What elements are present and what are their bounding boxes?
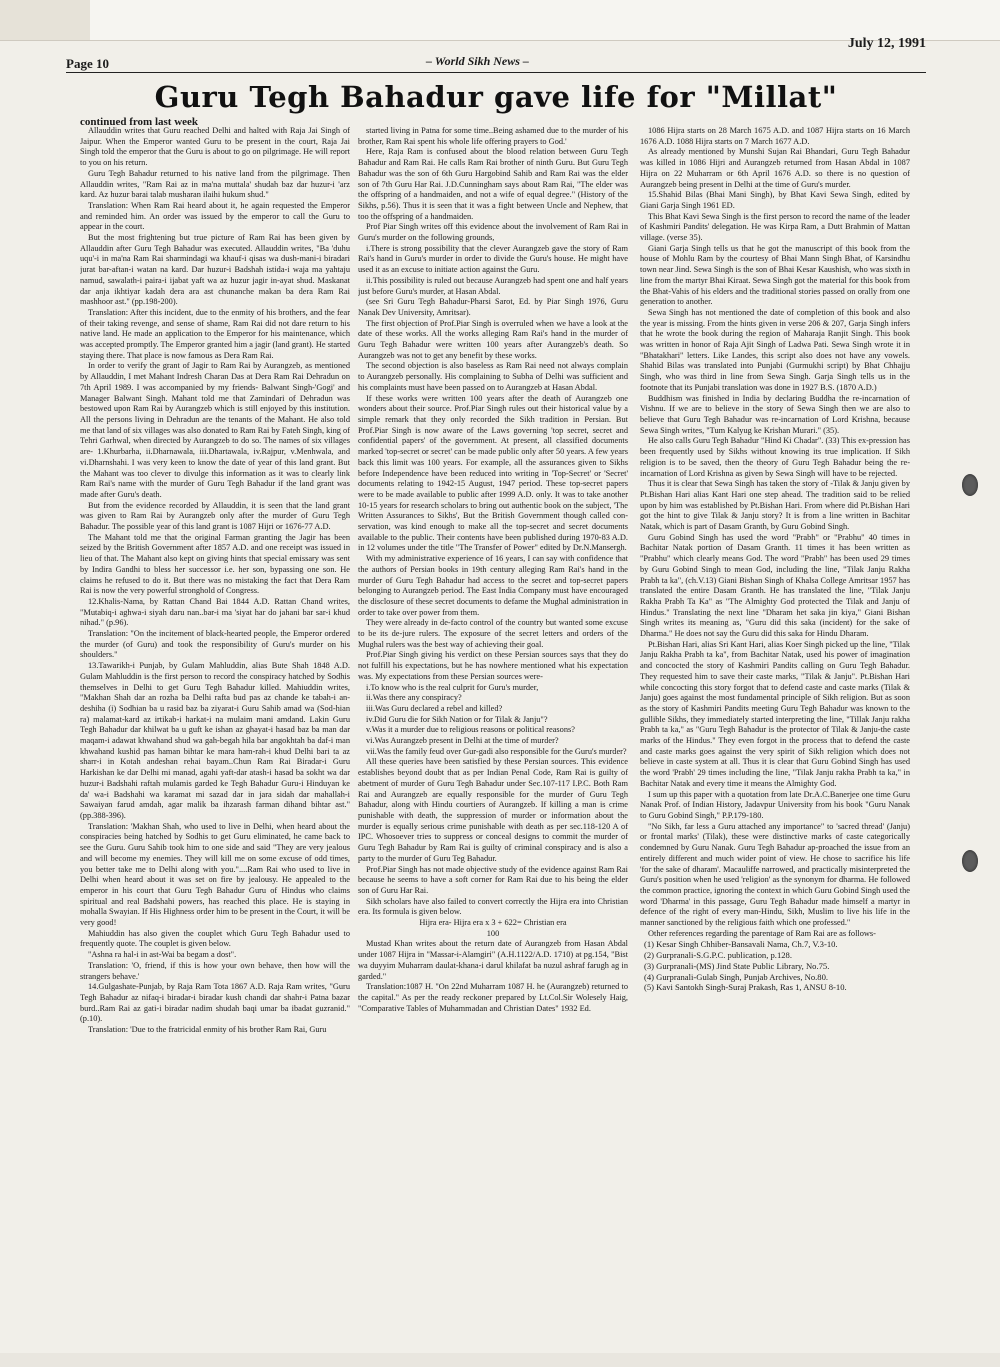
next-page-strip [0,1353,1000,1367]
paragraph: Other references regarding the parentage of Ram Rai are as follows- [648,928,876,938]
paragraph: 13.Tawarikh-i Punjab, by Gulam Mahluddin, alias Bute Shah 1848 A.D. Gulam Mahluddin is the first person to record the conspiracy hatched by Sodhis themselves in Delhi to get Guru Tegh Bahadur killed. Mahiuddin writes, "Makhan Shah dar an rozha ba Delhi rafta bud pas az chande ke tabah-i an-deshiha (i) Sodhian ba u rasid baz ba ziyarat-i Guru Sahib amad wa (Sod-hian ra) malamat-kard az irtikab-i harkat-i na mulaim mani amdand. Lakin Guru Tegh Bahadur dar khilwat ba u guft ke ishan az ghayat-i hasad baz ba man dar maqam-i adawat khwahand shud wa gah-begah hila bar angokhtah ba daf-i man khwahand kushid pas haman bihtar ke mara ham-rah-i khud Delhi bari ta az sharr-i in Kotah andeshan rehai bayam..Chun Ram Rai Biradar-i Guru Harkishan ke dar Delhi mi manad, agahi yaft-dar atash-i hasad ba sokht wa dar huzur-i Badshahi raftah mulamis garded ke Tegh Bahadur Guru-i Hinduyan ke da' wa-i Badshahi wa karamat mi sazad dar in jara sidah dar mahallah-i Sawaiyan farud amdah, agar malik ba ihzarash farman dihand bihtar ast." (pp.388-396). [80,661,350,820]
paragraph: All these queries have been satisfied by these Persian sources. This evidence establishes beyond doubt that as per Indian Penal Code, Ram Rai is guilty of abetment of murder of Guru Tegh Bahadur under Sec.107-117 I.P.C. Both Ram Rai and Aurangzeb are equally responsible for the murder of Guru Tegh Bahadur, along with Hindu courtiers of Aurangzeb. If killing a man is crime punishable with death, the suppression of murder or information about the murder is equally serious crime punishable with death as per sec.118-120 A of IPC. Whosoever tries to suppress or conceal designs to commit the murder of Guru Tegh Bahadur by Ram Rai is guilty of criminal conspiracy and is also a party to the murder of Guru Teg Bahadur. [358,757,628,863]
paragraph: Translation: "On the incitement of black-hearted people, the Emperor ordered the murder (of Guru) and took the responsibility of Guru's murder on his shoulders." [80,629,350,660]
paragraph: 12.Khalis-Nama, by Rattan Chand Bai 1844 A.D. Rattan Chand writes, "Mutabiq-i aghwa-i siyah daru nan..bar-i ma 'siyat har do jahani bar sar-i khud nihad." (p.96). [80,596,350,628]
paragraph: Translation: After this incident, due to the enmity of his brothers, and the fear of their taking revenge, and sense of shame, Ram Rai did not dare return to his native land. He made an application to the Emperor for his maintenance, which was accepted promptly. The Emperor granted him a jagir (land grant). He started staying there. That place is now famous as Dera Ram Rai. [80,307,350,360]
newspaper-name: – World Sikh News – [426,54,529,68]
paragraph: With my administrative experience of 16 years, I can say with confidence that the authors of Persian books in 19th century alleging Ram Rai's hand in the murder of Guru Tegh Bahadur had access to the secret and top-secret papers belonging to Aurangzeb period. The East India Company must have encouraged the disclosure of these secret documents to defame the Mughal administration in order to take over power from them. [358,554,628,617]
paragraph: ii.This possibility is ruled out because Aurangzeb had spent one and half years just before Guru's murder, at Hasan Abdal. [358,275,628,296]
paragraph: ii.Was there any conspiracy? [366,693,462,703]
paragraph: vii.Was the family feud over Gur-gadi also responsible for the Guru's murder? [366,746,627,756]
paragraph: 15.Shahid Bilas (Bhai Mani Singh), by Bhat Kavi Sewa Singh, edited by Giani Garja Singh 1961 ED. [640,190,910,210]
paragraph: Guru Gobind Singh has used the word "Prabh" or "Prabhu" 40 times in Bachitar Natak portion of Dasam Granth. 11 times it has been written as "Prabhu" which clearly means God. The word "Prabh" has been used 29 times by Guru Gobind Singh to mean God, including the line, "Tilak Janju Rakha Prabh ta ka", (ch.V.13) Giani Bishan Singh of Khalsa College Amritsar 1957 has translated the entire Dasam Granth. He has translated the line, "Tilak Janju Rakha Prabh Ta Ka" as "The Almighty God protected the Tilak and Janju of Hindus." Translating the next line "Dharam het saka jin kiya," Giani Bishan Singh writes its meaning as, "Guru did this saka (incident) for the sake of Dharma." He does not say the Guru did this saka for Hindu Dharam. [640,532,910,639]
issue-date: July 12, 1991 [847,36,926,51]
paragraph: Sewa Singh has not mentioned the date of completion of this book and also the year is missing. From the hints given in verse 206 & 207, Garja Singh infers that he wrote the book during the region of Maharaja Ranjit Singh. This book was written in honor of Raja Ajit Singh of Ladwa Pati. Sewa Singh wrote it in "Bhatakhari" letters. Like Landes, this script also does not have any vowels. Shahid Bilas was translated into Punjabi (Gurmukhi script) by Bhat Chhajju Singh, who was third in line from Sewa Singh. Garja Singh tells us in the footnote that its Punjabi translation was done in 1927 B.S. (1870 A.D.) [640,307,910,392]
paragraph: "Ashna ra hal-i in ast-Wai ba begam a dost". [88,950,237,960]
paragraph: started living in Patna for some time..Being ashamed due to the murder of his brother, Ram Rai spent his whole life offering prayers to God.' [358,126,628,146]
paragraph: The Mahant told me that the original Farman granting the Jagir has been seized by the British Government after 1857 A.D. and one receipt was issued in lieu of that. The Mahant also kept on giving hints that special emissary was sent by Indira Gandhi to bless her successor i.e. her son, bypassing one son. He claims he refused to do it. But there was no mistaking the fact that Dera Ram Rai is now the very powerful stronghold of Congress. [80,532,350,596]
paragraph: But from the evidence recorded by Allauddin, it is seen that the land grant was given to Ram Rai by Aurangzeb only after the murder of Guru Tegh Bahadur. The possible year of this land grant is 1087 Hijri or 1676-77 A.D. [80,500,350,532]
paragraph: Translation: When Ram Rai heard about it, he again requested the Emperor and reminded him. An order was issued by the emperor to call the Guru to appear in the court. [80,200,350,232]
paragraph: Guru Tegh Bahadur returned to his native land from the pilgrimage. Then Allauddin writes, "Ram Rai az in ma'na muttala' shudah baz dar huzur-i 'arz kard. Az huzur barai talab musharan ilaihi hukum shud." [80,168,350,200]
paragraph: Mahiuddin has also given the couplet which Guru Tegh Bahadur used to frequently quote. The couplet is given below. [80,928,350,949]
paragraph: vi.Was Aurangzeb present in Delhi at the time of murder? [366,736,559,746]
paragraph: Translation: 'Makhan Shah, who used to live in Delhi, when heard about the conspiracies being hatched by Sodhis to get Guru eliminated, he came back to see the Guru. Guru Sahib took him to one side and said "They are very jealous and will become my enemies. They will kill me on some excuse of odd times, you better take me to Delhi along with you."....Ram Rai who used to live in Delhi when heard about it was set on fire by jealousy. He appealed to the emperor in his court that Guru Tegh Bahadur Guru of Hindus who claims spiritual and real Badshahi powers, has reached this place. He is staying in mohalla Swayian. If His Highness order him to be present in the Court, it will be very good! [80,821,350,928]
paragraph: (5) Kavi Santokh Singh-Suraj Prakash, Ras 1, ANSU 8-10. [644,982,847,993]
column-2 [358,126,628,1346]
paragraph: This Bhat Kavi Sewa Singh is the first person to record the name of the leader of Kashmiri Pandits' delegation. He was Kirpa Ram, a Dutt Brahmin of Mattan village. (verse 35). [640,211,910,243]
paragraph: i.To know who is the real culprit for Guru's murder, [366,682,539,692]
article-headline: Guru Tegh Bahadur gave life for "Millat" [154,80,838,114]
paragraph: Prof Piar Singh writes off this evidence about the involvement of Ram Rai in Guru's murder on the following grounds, [358,222,628,243]
paragraph: (4) Gurpranali-Gulab Singh, Punjab Archives, No.80. [644,971,829,982]
binder-hole [962,474,978,496]
binder-hole [962,850,978,872]
paragraph: iv.Did Guru die for Sikh Nation or for Tilak & Janju"? [366,714,548,724]
paragraph: Translation:1087 H. "On 22nd Muharram 1087 H. he (Aurangzeb) returned to the capital." As per the ready reckoner prepared by Lt.Col.Sir Wolesely Haig, "Comparative Tables of Muhammadan and Christian Dates" 1932 Ed. [358,982,628,1013]
paragraph: The second objection is also baseless as Ram Rai need not always complain to Aurangzeb personally. His complaining to Subha of Delhi was sufficient and his complaints must have been passed on to Aurangzeb at Hasan Abdal. [358,361,628,392]
column-1 [80,126,350,1346]
paragraph: 1086 Hijra starts on 28 March 1675 A.D. and 1087 Hijra starts on 16 March 1676 A.D. 1088 Hijra starts on 7 March 1677 A.D. [640,126,910,146]
paragraph: Translation: 'Due to the fratricidal enmity of his brother Ram Rai, Guru [88,1025,327,1035]
paragraph: (2) Gurpranali-S.G.P.C. publication, p.128. [644,950,792,961]
paragraph: v.Was it a murder due to religious reasons or political reasons? [366,725,575,735]
paragraph: (3) Gurpranali-(MS) Jind State Public Library, No.75. [644,960,830,971]
page-number: Page 10 [66,56,109,71]
paragraph: (1) Kesar Singh Chhiber-Bansavali Nama, Ch.7, V.3-10. [644,939,838,950]
paragraph: Pt.Bishan Hari, alias Sri Kant Hari, alias Koer Singh picked up the line, "Tilak Janju Rakha Prabh ta ka", from Bachitar Natak, used his power of imagination and concocted the story of Kashmiri Pandits calling on Guru Tegh Bahadur. They requested him to save their caste marks, "Tilak & Janju". Pt.Bishan Hari while concocting this story forgot that to defend caste and caste marks (Tilak & Janju) goes against the most fundamental principle of Sikh religion. But as soon as the story of Kashmiri Pandits meeting Guru Tegh Bahadur was known to the gullible Sikhs, they immediately started interpreting the line, "Tillak Janju rakha Prabh ta ka," as "Guru Tegh Bahadur is the protector of Tilak & Janju-the caste marks of the Hindus." They even forgot in the process that to defend the caste and caste marks goes against the very spirit of Sikh religion which does not believe in caste system at all. Thus it is clear that Guru Gobind Singh has used the word 'Prabh' 29 times including the line, "Tilak Janju rakha Prabh ta ka," in Bachitar Natak and every time it means the Almighty God. [640,639,910,788]
paragraph: Buddhism was finished in India by declaring Buddha the re-incarnation of Vishnu. If we are to believe in the story of Sewa Singh then we are also to believe that Guru Tegh Bahadur was re-incarnation of Lord Krishna, because Sewa Singh writes, "Tum Kalyug ke Krishan Murari." (35). [640,393,910,435]
paragraph: Translation: 'O, friend, if this is how your own behave, then how will the strangers behave.' [80,960,350,981]
paragraph: If these works were written 100 years after the death of Aurangzeb one wonders about their source. Prof.Piar Singh rules out their historical value by a simple remark that they only recorded the Sikh tradition in Persian. But Prof.Piar Singh is now aware of the Laws governing 'top secret, secret and confidential papers' of the government. At present, all classified documents marked 'top-secret or secret' can be made public only after 50 years. A few years back this limit was 100 years. For example, all the assurances given to Sikhs before Independence have been reduced into writing in 'Top-Secret' or 'Secret' documents relating to 1942-15 August, 1947 period. These top-secret papers were to be made available to public after 1999 A.D. only. It was to take another 10-15 years for research scholars to bring out authentic book on the subject, 'The Written Assurances to Sikhs', But the British Government though called con-servation, was kind enough to make all the top-secret and secret documents available to the public. Their contents have been published during 1970-83 A.D. in 12 volumes under the title "The Transfer of Power" edited by Dr.N.Mansergh. [358,393,628,553]
paragraph: Allauddin writes that Guru reached Delhi and halted with Raja Jai Singh of Jaipur. When the Emperor wanted Guru to be present in the court, Raja Jai Singh told the emperor that the Guru is about to go on pilgrimage. He will report to you on his return. [80,126,350,168]
paragraph: 14.Gulgashate-Punjab, by Raja Ram Tota 1867 A.D. Raja Ram writes, "Guru Tegh Bahadur az nifaq-i biradar-i biradar kush chandi dar shahr-i Patna bazar burd..Ram Rai az gati-i biradar nadim shudah baqi umar ba ibadat guzranid." (p.10). [80,982,350,1024]
paragraph: Here, Raja Ram is confused about the blood relation between Guru Tegh Bahadur and Ram Rai. He calls Ram Rai brother of ninth Guru. But Guru Tegh Bahadur was the son of 6th Guru Hargobind Sahib and Ram Rai was the elder son of 7th Guru Har Rai. J.D.Cunningham says about Ram Rai, "The elder was the offspring of a handmaiden, and not a wife of equal degree." (History of the Sikhs, p.56). Thus it is seen that it was a fight between Uncle and Nephew, that too the offspring of a handmaiden. [358,147,628,221]
hijra-formula-denominator: 100 [486,928,500,938]
paragraph: Sikh scholars have also failed to convert correctly the Hijra era into Christian era. Its formula is given below. [358,896,628,917]
paragraph: In order to verify the grant of Jagir to Ram Rai by Aurangzeb, as mentioned by Allauddin, I met Mahant Indresh Charan Das at Dera Ram Rai Dehradun on 7th April 1989. I was accompanied by my friends- Balwant Singh-'Gogi' and Manager Balwant Singh. Mahant told me that Zamindari of Dehradun was bestowed upon Ram Rai by Aurangzeb which is still enjoyed by this institution. All the persons living in Dehradun are the tenants of the Mahant. He also told me that land of six villages was also donated to Ram Rai by Fateh Singh, king of Tehri Garhwal, when directed by Aurangzeb to do so. The names of six villages are- 1.Khurbarha, ii.Dharnawala, iii.Dhartawala, iv.Rajpur, v.Menhwala, and vi.Dharnshahi. I was very keen to know the date of year of this land grant. But the Mahant was too clever to divulge this information as it was to clearly link Ram Rai's name with the murder of Guru Tegh Bahadur if the land grant was made after Guru's death. [80,361,350,499]
paragraph: "No Sikh, far less a Guru attached any importance" to 'sacred thread' (Janju) or frontal marks' (Tilak), these were distinctive marks of caste categorically condemned by Guru Nanak. Guru Tegh Bahadur ap-proached the issue from an entirely different and much wider point of view. He chose to sacrifice his life 'for the sake of dharam'. Macauliffe narrowed, and practically misinterpreted the Guru's position when he used 'religion' as the synonym for dharma. He followed the common practice, ignoring the context in which Guru Gobind Singh used the word 'Dharma' in this passage, Guru Tegh Bahadur made himself a martyr in defence of the right of every man-Hindu, Sikh, Muslim to live his life in the manner sanctioned by the religious faith which one professed." [640,821,910,928]
continued-note: continued from last week [80,116,199,128]
paragraph: As already mentioned by Munshi Sujan Rai Bhandari, Guru Tegh Bahadur was killed in 1086 Hijri and Aurangzeb returned from Hasan Abdal in 1087 Hijra on 22 Muharram or 6th April 1676 A.D. so there is no question of Aurangzeb being present in Delhi at the time of Guru's murder. [640,147,910,189]
paragraph: The first objection of Prof.Piar Singh is overruled when we have a look at the date of these works. All the works alleging Ram Rai's hand in the murder of Guru Tegh Bahadur were written 100 years after Aurangzeb's death. So Aurangzeb was not to get any benefit by these works. [358,318,628,360]
paragraph: Prof.Piar Singh has not made objective study of the evidence against Ram Rai because he seems to have a soft corner for Ram Rai due to his being the elder son of Guru Har Rai. [358,864,628,895]
paragraph: Giani Garja Singh tells us that he got the manuscript of this book from the house of Mohlu Ram by the courtesy of Bhai Mann Singh Bhat, of Karsindhu town near Jind. Sewa Singh is the son of Bhai Kesar Kaushish, who was sixth in line from the martyr Bhai Kiraat. Sewa Singh got the material for this book from the Bhat-Vahis of his elders and the traditional stories passed on orally from one generation to another. [640,243,910,307]
header-rule [66,72,926,73]
paragraph: I sum up this paper with a quotation from late Dr.A.C.Banerjee one time Guru Nanak Prof. of Indian History, Jadavpur University from his book "Guru Nanak to Guru Gobind Singh," P.P.179-180. [640,789,910,820]
hijra-formula: Hijra era- Hijra era x 3 + 622= Christian era [419,918,567,928]
paragraph: (see Sri Guru Tegh Bahadur-Pharsi Sarot, Ed. by Piar Singh 1976, Guru Nanak Dev University, Amritsar). [358,297,628,317]
paragraph: Mustad Khan writes about the return date of Aurangzeb from Hasan Abdal under 1087 Hijra in "Massar-i-Alamgiri" (A.H.1122/A.D. 1710) at pg.154, "Bist wa duyyim Muharram daulat-khana-i darul khilafat ba nuzul ashraf farugh ag in garded." [358,939,628,981]
column-3 [640,126,910,1346]
paragraph: But the most frightening but true picture of Ram Rai has been given by Allauddin after Guru Tegh Bahadur was executed. Allauddin writes, "Ba 'duhu uqu'-i in ma'na Ram Rai sharmindagi wa khauf-i qisas wa dush-mani-i biradari jurat bar-aftan-i watan na kard. Dar huzur-i Badshah istida-i waja ma yahtaju namud, sawalath-i paira-i ijabat yaft wa az huzur jagir in-ayat shud. Maskanat dar anja ikhtiyar kadah dera ara ast chunanche makan ba dera Ram Rai mashhoor ast." (pp.198-200). [80,233,350,307]
paragraph: He also calls Guru Tegh Bahadur "Hind Ki Chadar". (33) This ex-pression has been frequently used by Sikhs without knowing its true implication. If Sikh religion is to be saved, then the theory of Guru Tegh Bahadur being the re-incarnation of Lord Krishna as given by Sewa Singh will have to be rejected. [640,436,910,478]
paragraph: They were already in de-facto control of the country but wanted some excuse to be its de-jure rulers. The exposure of the secret letters and orders of the Mughal rulers was the best way of achieving their goal. [358,618,628,649]
paragraph: i.There is strong possibility that the clever Aurangzeb gave the story of Ram Rai's hand in Guru's murder in order to divide the Guru's house. He might have used it as an excuse to initiate action against the Guru. [358,243,628,275]
page-header [66,34,926,74]
paragraph: Prof.Piar Singh giving his verdict on these Persian sources says that they do not fulfill his expectations, but he has nowhere mentioned what his expectation was. My expectations from these Persian sources were- [358,650,628,681]
paragraph: iii.Was Guru declared a rebel and killed? [366,703,503,713]
paragraph: Thus it is clear that Sewa Singh has taken the story of -Tilak & Janju given by Pt.Bishan Hari alias Kant Hari one step ahead. The tradition said to be relied upon by him was established by Pt.Bishan Hari. From where did Pt.Bishan Hari got the hint to give Tilak & Janju story? It is from a line written in Bachitar Natak, which is part of Dasam Granth, by Guru Gobind Singh. [640,479,910,532]
